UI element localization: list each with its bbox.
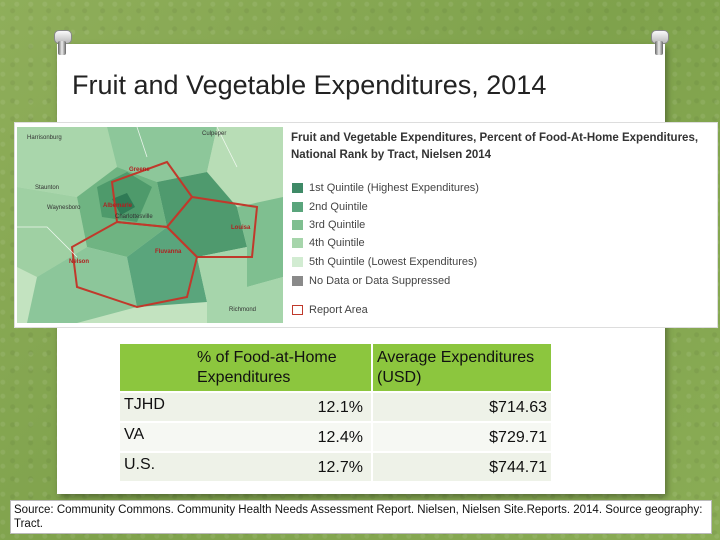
legend-swatch-icon xyxy=(292,202,303,212)
map-label-richmond: Richmond xyxy=(229,307,257,313)
map-label-nelson: Nelson xyxy=(69,259,90,265)
row-label: VA xyxy=(120,423,193,451)
map-label-greene: Greene xyxy=(129,167,150,173)
legend-title: Fruit and Vegetable Expenditures, Percent of Food-At-Home Expenditures, National Rank by Tract, Nielsen 2014 xyxy=(291,132,699,161)
map-label-harrisonburg: Harrisonburg xyxy=(27,135,62,141)
table-row xyxy=(120,393,551,421)
legend-item-5th-quintile xyxy=(292,254,477,270)
table-header-pct: % of Food-at-Home Expenditures xyxy=(193,344,371,391)
row-avg: $744.71 xyxy=(371,453,551,481)
map-label-staunton: Staunton xyxy=(35,185,60,191)
legend-swatch-icon xyxy=(292,183,303,193)
table-row xyxy=(120,423,551,451)
legend-swatch-icon xyxy=(292,238,303,248)
legend-label: No Data or Data Suppressed xyxy=(309,275,451,287)
legend-label: Report Area xyxy=(309,304,368,316)
row-label: U.S. xyxy=(120,453,193,481)
legend-swatch-icon xyxy=(292,305,303,315)
table-row xyxy=(120,453,551,481)
row-avg: $714.63 xyxy=(371,393,551,421)
legend-swatch-icon xyxy=(292,220,303,230)
row-avg: $729.71 xyxy=(371,423,551,451)
row-label: TJHD xyxy=(120,393,193,421)
map-label-charlottesville: Charlottesville xyxy=(115,214,153,220)
row-pct: 12.1% xyxy=(193,393,371,421)
expenditure-table xyxy=(120,342,551,483)
map-graphic xyxy=(17,127,283,323)
table-header-empty xyxy=(120,344,193,391)
legend-item-1st-quintile xyxy=(292,180,479,196)
legend-item-no-data xyxy=(292,273,450,289)
pushpin-left-icon xyxy=(54,30,70,56)
slide-title: Fruit and Vegetable Expenditures, 2014 xyxy=(72,70,547,100)
legend-label: 2nd Quintile xyxy=(309,201,368,213)
legend-label: 4th Quintile xyxy=(309,237,365,249)
map-label-fluvanna: Fluvanna xyxy=(155,249,182,255)
legend-item-3rd-quintile xyxy=(292,217,365,233)
map-label-waynesboro: Waynesboro xyxy=(47,205,81,211)
legend-swatch-icon xyxy=(292,276,303,286)
row-pct: 12.4% xyxy=(193,423,371,451)
source-note: Source: Community Commons. Community Health Needs Assessment Report. Nielsen, Nielsen Site.Reports. 2014. Source geography: Tract. xyxy=(10,500,712,534)
legend-item-4th-quintile xyxy=(292,235,365,251)
legend-swatch-icon xyxy=(292,257,303,267)
table-header-avg: Average Expenditures (USD) xyxy=(371,344,551,391)
legend-label: 1st Quintile (Highest Expenditures) xyxy=(309,182,479,194)
map-label-culpeper: Culpeper xyxy=(202,131,227,137)
legend-label: 5th Quintile (Lowest Expenditures) xyxy=(309,256,478,268)
table-header-row xyxy=(120,344,551,391)
legend-item-2nd-quintile xyxy=(292,199,368,215)
row-pct: 12.7% xyxy=(193,453,371,481)
pushpin-right-icon xyxy=(651,30,667,56)
legend-label: 3rd Quintile xyxy=(309,219,366,231)
legend-item-report-area xyxy=(292,302,368,318)
map-label-louisa: Louisa xyxy=(231,225,251,231)
map-label-albemarle: Albemarle xyxy=(103,203,133,209)
tract-map xyxy=(17,127,283,323)
